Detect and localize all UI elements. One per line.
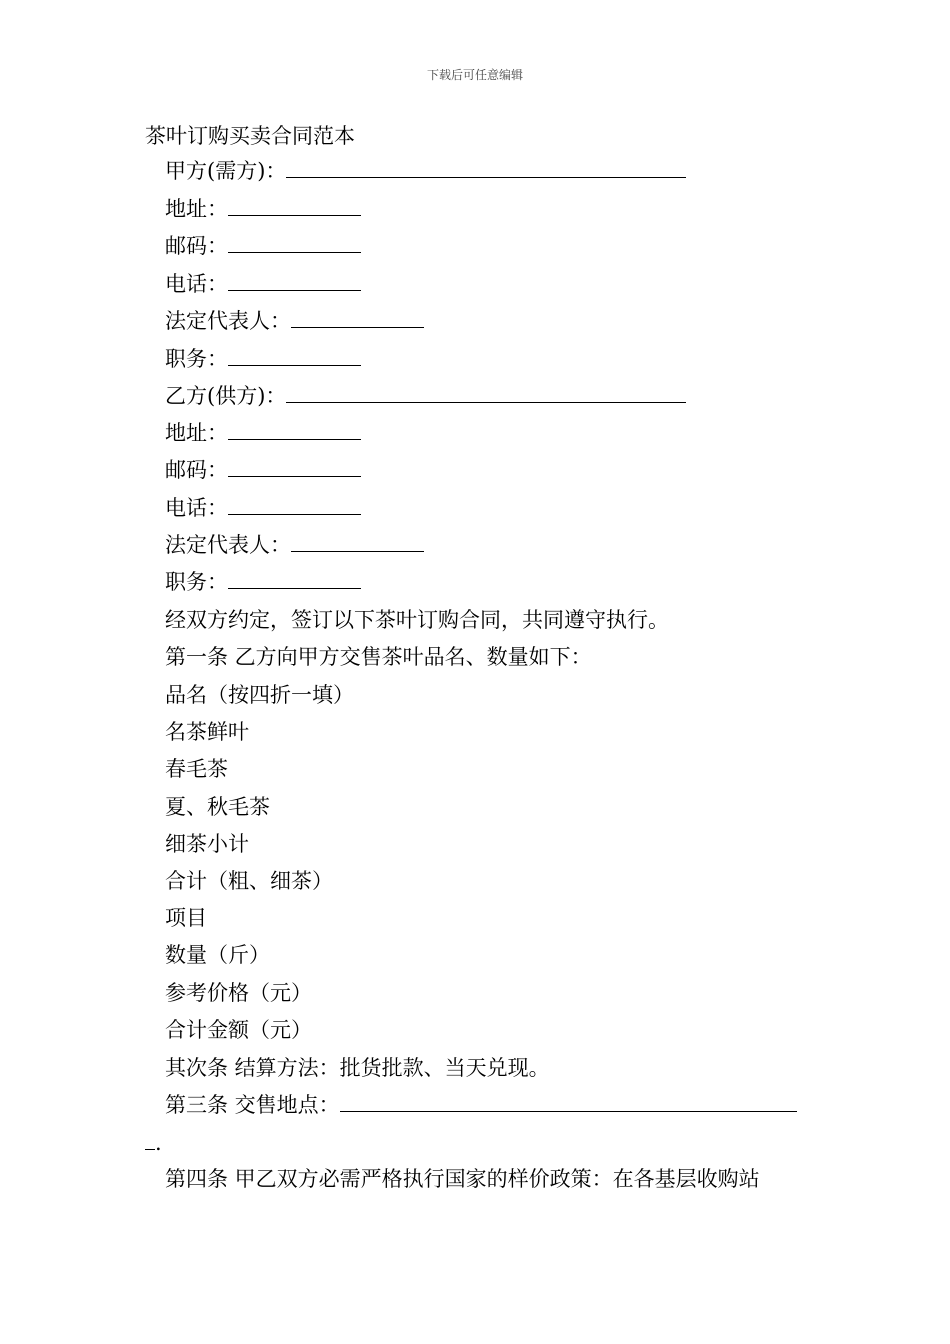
party-b-position-label: 职务： <box>165 570 228 594</box>
party-b-position-blank <box>228 568 361 589</box>
table-item: 项目 <box>165 906 207 930</box>
document-title: 茶叶订购买卖合同范本 <box>145 124 355 148</box>
table-item: 数量（斤） <box>165 943 270 967</box>
party-b-legal-rep-label: 法定代表人： <box>165 533 291 557</box>
page-header: 下载后可任意编辑 <box>426 68 523 82</box>
article-3-blank <box>340 1091 797 1112</box>
party-a-legal-rep-line <box>165 307 424 335</box>
article-4: 第四条 甲乙双方必需严格执行国家的样价政策：在各基层收购站 <box>165 1167 760 1191</box>
party-b-blank <box>286 382 686 403</box>
party-b-address-label: 地址： <box>165 421 228 445</box>
intro-paragraph: 经双方约定，签订以下茶叶订购合同，共同遵守执行。 <box>165 608 669 632</box>
article-2: 其次条 结算方法：批货批款、当天兑现。 <box>165 1056 550 1080</box>
article-3-end: . <box>155 1131 162 1155</box>
party-b-legal-rep-line <box>165 531 424 559</box>
party-a-address-blank <box>228 195 361 216</box>
article-3-label: 第三条 交售地点： <box>165 1093 340 1117</box>
party-a-blank <box>286 157 686 178</box>
party-a-position-line <box>165 345 361 373</box>
party-a-position-label: 职务： <box>165 347 228 371</box>
party-a-postcode-label: 邮码： <box>165 234 228 258</box>
party-b-line <box>165 382 686 410</box>
party-b-postcode-label: 邮码： <box>165 458 228 482</box>
party-a-address-label: 地址： <box>165 197 228 221</box>
party-b-postcode-blank <box>228 456 361 477</box>
table-item: 春毛茶 <box>165 757 228 781</box>
party-b-position-line <box>165 568 361 596</box>
party-b-legal-rep-blank <box>291 531 424 552</box>
party-a-line <box>165 157 686 185</box>
party-b-address-line <box>165 419 361 447</box>
party-a-legal-rep-label: 法定代表人： <box>165 309 291 333</box>
article-1: 第一条 乙方向甲方交售茶叶品名、数量如下： <box>165 645 592 669</box>
party-a-phone-blank <box>228 270 361 291</box>
table-item: 名茶鲜叶 <box>165 720 249 744</box>
article-3-continuation <box>145 1129 162 1157</box>
article-3-line <box>165 1091 797 1119</box>
party-a-phone-label: 电话： <box>165 272 228 296</box>
party-a-label: 甲方(需方)： <box>165 159 287 183</box>
party-a-legal-rep-blank <box>291 307 424 328</box>
party-a-address-line <box>165 195 361 223</box>
party-b-phone-label: 电话： <box>165 496 228 520</box>
table-item: 品名（按四折一填） <box>165 683 354 707</box>
table-item: 参考价格（元） <box>165 981 312 1005</box>
table-item: 合计金额（元） <box>165 1018 312 1042</box>
party-a-position-blank <box>228 345 361 366</box>
party-b-label: 乙方(供方)： <box>165 384 287 408</box>
party-a-phone-line <box>165 270 361 298</box>
party-b-address-blank <box>228 419 361 440</box>
article-3-continuation-blank <box>145 1129 155 1150</box>
table-item: 合计（粗、细茶） <box>165 869 333 893</box>
table-item: 夏、秋毛茶 <box>165 795 270 819</box>
party-b-phone-blank <box>228 494 361 515</box>
party-b-postcode-line <box>165 456 361 484</box>
table-item: 细茶小计 <box>165 832 249 856</box>
party-a-postcode-blank <box>228 232 361 253</box>
party-b-phone-line <box>165 494 361 522</box>
party-a-postcode-line <box>165 232 361 260</box>
